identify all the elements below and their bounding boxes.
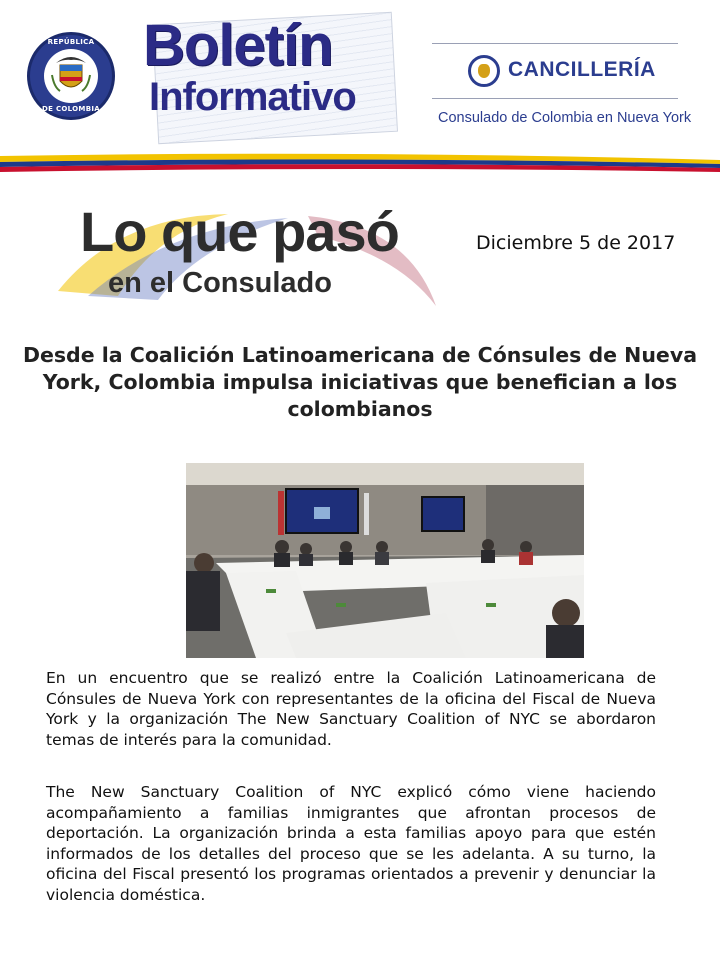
boletin-logo (135, 14, 397, 138)
section-banner (58, 196, 438, 311)
body-paragraph-1: En un encuentro que se realizó entre la Coalición Latinoamericana de Cónsules de Nueva York con representantes de la oficina del Fiscal de Nueva York y la organización The New Sanctuary Coalition of NYC se abordaron temas de interés para la comunidad. (46, 669, 656, 749)
cancilleria-name: CANCILLERÍA (508, 58, 656, 81)
seal-text-bottom: DE COLOMBIA (42, 105, 100, 113)
cancilleria-emblem-icon (468, 55, 500, 87)
meeting-room-illustration (186, 463, 584, 658)
boletin-title: Boletín (143, 13, 333, 78)
boletin-subtitle: Informativo (149, 75, 356, 119)
seal-text-top: REPÚBLICA (47, 38, 95, 46)
article-headline: Desde la Coalición Latinoamericana de Cónsules de Nueva York, Colombia impulsa iniciativas que benefician a los colombianos (22, 343, 698, 421)
section-subtitle: en el Consulado (108, 267, 332, 299)
newsletter-header (0, 0, 720, 182)
section-title: Lo que pasó (80, 200, 399, 263)
cancilleria-bottom-rule (432, 98, 678, 99)
cancilleria-top-rule (432, 43, 678, 44)
consulado-name: Consulado de Colombia en Nueva York (438, 110, 692, 126)
publication-date: Diciembre 5 de 2017 (476, 232, 676, 254)
colombia-coat-of-arms-seal (27, 32, 115, 120)
colombian-flag-band (0, 152, 720, 176)
body-paragraph-2: The New Sanctuary Coalition of NYC explicó cómo viene haciendo acompañamiento a familias inmigrantes que afrontan procesos de deportación. La organización brinda a esta familias apoyo para que estén informados de los detalles del proceso que se les adelanta. A su turno, la oficina del Fiscal presentó los programas orientados a prevenir y denunciar la violencia doméstica. (46, 783, 656, 904)
meeting-photo (186, 463, 584, 658)
